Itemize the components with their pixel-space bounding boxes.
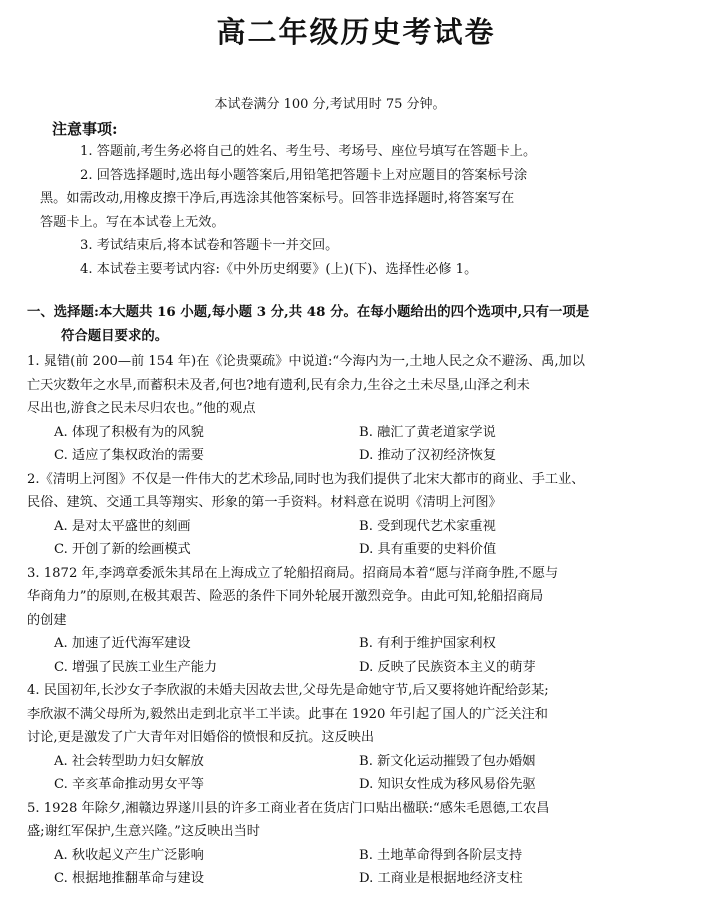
question-4 bbox=[27, 679, 687, 797]
option-a[interactable]: A. 秋收起义产生广泛影响 bbox=[54, 847, 204, 863]
question-stem-line: 华商角力”的原则,在极其艰苦、险恶的条件下同外轮展开激烈竞争。由此可知,轮船招商局 bbox=[27, 589, 544, 604]
option-b[interactable]: B. 土地革命得到各阶层支持 bbox=[359, 847, 523, 863]
question-5 bbox=[27, 797, 687, 891]
option-c[interactable]: C. 开创了新的绘画模式 bbox=[54, 542, 191, 557]
option-c[interactable]: C. 增强了民族工业生产能力 bbox=[54, 659, 218, 675]
option-grid bbox=[27, 421, 687, 468]
question-3 bbox=[27, 562, 687, 680]
question-1 bbox=[27, 350, 687, 468]
option-grid bbox=[27, 844, 687, 891]
option-c[interactable]: C. 适应了集权政治的需要 bbox=[54, 448, 204, 463]
exam-intro: 本试卷满分 100 分,考试用时 75 分钟。 bbox=[214, 97, 446, 112]
question-stem-line: 讨论,更是激发了广大青年对旧婚俗的愤恨和反抗。这反映出 bbox=[27, 730, 375, 745]
option-a[interactable]: A. 体现了积极有为的风貌 bbox=[54, 424, 204, 440]
option-b[interactable]: B. 有利于维护国家利权 bbox=[359, 636, 496, 651]
question-stem-line: 亡天灾数年之水旱,而蓄积未及者,何也?地有遗利,民有余力,生谷之土未尽垦,山泽之利未 bbox=[27, 377, 530, 393]
question-stem-line: 民俗、建筑、交通工具等翔实、形象的第一手资料。材料意在说明《清明上河图》 bbox=[27, 495, 502, 510]
option-grid bbox=[27, 632, 687, 679]
option-d[interactable]: D. 知识女性成为移风易俗先驱 bbox=[359, 777, 536, 792]
section-heading-line: 一、选择题:本大题共 16 小题,每小题 3 分,共 48 分。在每小题给出的四个选项中,只有一项是 bbox=[27, 304, 590, 320]
notice-item: 4. 本试卷主要考试内容:《中外历史纲要》(上)(下)、选择性必修 1。 bbox=[80, 261, 478, 277]
section-heading bbox=[27, 300, 687, 348]
question-2 bbox=[27, 468, 687, 562]
option-grid bbox=[27, 750, 687, 797]
question-stem-line: 5. 1928 年除夕,湘赣边界遂川县的许多工商业者在货店门口贴出楹联:“感朱毛恩德,工农昌 bbox=[27, 800, 550, 816]
notice-item: 2. 回答选择题时,选出每小题答案后,用铅笔把答题卡上对应题目的答案标号涂 bbox=[80, 167, 528, 183]
notice-item-continued: 黑。如需改动,用橡皮擦干净后,再选涂其他答案标号。回答非选择题时,将答案写在 bbox=[40, 191, 515, 206]
question-stem-line: 4. 民国初年,长沙女子李欣淑的未婚夫因故去世,父母先是命她守节,后又要将她许配给彭某; bbox=[27, 683, 549, 698]
question-list bbox=[27, 350, 687, 891]
section-heading-line: 符合题目要求的。 bbox=[61, 328, 169, 344]
notice-item-continued: 答题卡上。写在本试卷上无效。 bbox=[40, 214, 225, 230]
question-stem-line: 2.《清明上河图》不仅是一件伟大的艺术珍品,同时也为我们提供了北宋大都市的商业、手工业、 bbox=[27, 471, 585, 487]
notice-item: 1. 答题前,考生务必将自己的姓名、考生号、考场号、座位号填写在答题卡上。 bbox=[80, 144, 537, 159]
question-stem-line: 尽出也,游食之民未尽归农也。”他的观点 bbox=[27, 401, 256, 416]
option-d[interactable]: D. 具有重要的史料价值 bbox=[359, 542, 497, 557]
option-b[interactable]: B. 新文化运动摧毁了包办婚姻 bbox=[359, 753, 536, 769]
option-d[interactable]: D. 推动了汉初经济恢复 bbox=[359, 448, 497, 463]
option-c[interactable]: C. 根据地推翻革命与建设 bbox=[54, 871, 204, 886]
notice-heading: 注意事项: bbox=[52, 120, 118, 138]
option-grid bbox=[27, 515, 687, 562]
question-stem-line: 盛;谢红军保护,生意兴隆。”这反映出当时 bbox=[27, 824, 260, 839]
option-a[interactable]: A. 加速了近代海军建设 bbox=[54, 636, 191, 651]
option-b[interactable]: B. 受到现代艺术家重视 bbox=[359, 518, 496, 534]
question-stem-line: 1. 晁错(前 200—前 154 年)在《论贵粟疏》中说道:“今海内为一,土地人民之众不避汤、禹,加以 bbox=[27, 354, 585, 369]
notice-item: 3. 考试结束后,将本试卷和答题卡一并交回。 bbox=[80, 238, 339, 253]
option-a[interactable]: A. 社会转型助力妇女解放 bbox=[54, 753, 204, 769]
option-d[interactable]: D. 反映了民族资本主义的萌芽 bbox=[359, 659, 536, 675]
option-d[interactable]: D. 工商业是根据地经济支柱 bbox=[359, 871, 523, 886]
question-stem-line: 的创建 bbox=[27, 612, 67, 628]
question-stem-line: 李欣淑不满父母所为,毅然出走到北京半工半读。此事在 1920 年引起了国人的广泛关注和 bbox=[27, 706, 548, 722]
page-title: 高二年级历史考试卷 bbox=[216, 15, 496, 49]
option-a[interactable]: A. 是对太平盛世的刻画 bbox=[54, 518, 191, 534]
notice-list bbox=[40, 140, 655, 281]
option-c[interactable]: C. 辛亥革命推动男女平等 bbox=[54, 777, 204, 792]
question-stem-line: 3. 1872 年,李鸿章委派朱其昂在上海成立了轮船招商局。招商局本着“愿与洋商争胜,不愿与 bbox=[27, 565, 559, 581]
option-b[interactable]: B. 融汇了黄老道家学说 bbox=[359, 424, 496, 440]
